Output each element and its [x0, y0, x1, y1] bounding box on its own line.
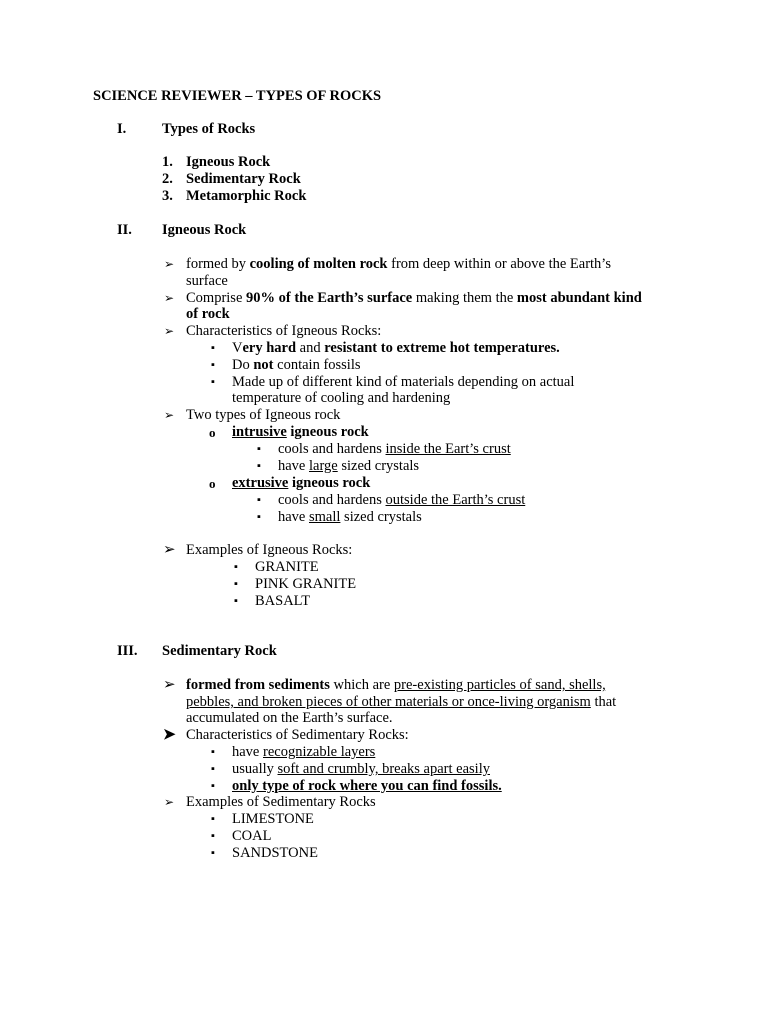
section-2-number: II.: [117, 222, 132, 238]
square-bullet-icon: ▪: [257, 460, 261, 472]
list-item-number: 2.: [162, 171, 173, 187]
intrusive-detail-2: have large sized crystals: [278, 458, 420, 474]
list-item-number: 1.: [162, 154, 173, 170]
extrusive-detail-2: have small sized crystals: [278, 509, 422, 525]
sedimentary-char-layers: have recognizable layers: [232, 744, 376, 760]
list-item: Sedimentary Rock: [186, 171, 301, 187]
square-bullet-icon: ▪: [234, 578, 238, 590]
square-bullet-icon: ▪: [211, 376, 215, 388]
circle-bullet-icon: o: [209, 476, 216, 491]
sedimentary-example: COAL: [232, 828, 272, 844]
igneous-abundance-line2: of rock: [186, 306, 230, 322]
intrusive-heading: intrusive igneous rock: [232, 424, 369, 440]
sedimentary-formation-line2: pebbles, and broken pieces of other materials or once-living organism that: [186, 694, 617, 710]
list-item-number: 3.: [162, 188, 173, 204]
arrow-bullet-icon: ➢: [163, 677, 176, 693]
igneous-char-hard: Very hard and resistant to extreme hot temperatures.: [232, 340, 560, 356]
list-item: Igneous Rock: [186, 154, 271, 170]
sedimentary-characteristics-heading: Characteristics of Sedimentary Rocks:: [186, 727, 409, 743]
arrow-bullet-icon: ➤: [163, 727, 176, 743]
circle-bullet-icon: o: [209, 425, 216, 440]
igneous-formation-line1: formed by cooling of molten rock from deep within or above the Earth’s: [186, 256, 611, 272]
igneous-char-fossils: Do not contain fossils: [232, 357, 361, 373]
square-bullet-icon: ▪: [234, 595, 238, 607]
igneous-formation-line2: surface: [186, 273, 228, 289]
square-bullet-icon: ▪: [211, 847, 215, 859]
square-bullet-icon: ▪: [257, 494, 261, 506]
section-1-heading: Types of Rocks: [162, 121, 256, 137]
igneous-abundance-line1: Comprise 90% of the Earth’s surface making them the most abundant kind: [186, 290, 642, 306]
sedimentary-example: LIMESTONE: [232, 811, 314, 827]
square-bullet-icon: ▪: [211, 763, 215, 775]
arrow-bullet-icon: ➢: [164, 408, 175, 422]
square-bullet-icon: ▪: [257, 443, 261, 455]
section-3-number: III.: [117, 643, 138, 659]
extrusive-detail-1: cools and hardens outside the Earth’s crust: [278, 492, 526, 508]
square-bullet-icon: ▪: [211, 780, 215, 792]
arrow-bullet-icon: ➢: [163, 542, 176, 558]
sedimentary-formation-line1: formed from sediments which are pre-existing particles of sand, shells,: [186, 677, 606, 693]
list-item: Metamorphic Rock: [186, 188, 307, 204]
section-1-number: I.: [117, 121, 127, 137]
sedimentary-char-soft: usually soft and crumbly, breaks apart easily: [232, 761, 490, 777]
arrow-bullet-icon: ➢: [164, 291, 175, 305]
igneous-char-materials-line2: temperature of cooling and hardening: [232, 390, 451, 406]
square-bullet-icon: ▪: [211, 813, 215, 825]
igneous-characteristics-heading: Characteristics of Igneous Rocks:: [186, 323, 382, 339]
igneous-types-heading: Two types of Igneous rock: [186, 407, 341, 423]
square-bullet-icon: ▪: [211, 746, 215, 758]
sedimentary-char-fossils: only type of rock where you can find fossils.: [232, 778, 502, 794]
intrusive-detail-1: cools and hardens inside the Eart’s crust: [278, 441, 511, 457]
square-bullet-icon: ▪: [211, 830, 215, 842]
section-2-heading: Igneous Rock: [162, 222, 247, 238]
igneous-example: PINK GRANITE: [255, 576, 357, 592]
square-bullet-icon: ▪: [211, 359, 215, 371]
sedimentary-formation-line3: accumulated on the Earth’s surface.: [186, 710, 393, 726]
arrow-bullet-icon: ➢: [164, 795, 175, 809]
arrow-bullet-icon: ➢: [164, 257, 175, 271]
extrusive-heading: extrusive igneous rock: [232, 475, 371, 491]
square-bullet-icon: ▪: [234, 561, 238, 573]
section-3-heading: Sedimentary Rock: [162, 643, 277, 659]
arrow-bullet-icon: ➢: [164, 324, 175, 338]
igneous-example: BASALT: [255, 593, 311, 609]
igneous-examples-heading: Examples of Igneous Rocks:: [186, 542, 353, 558]
square-bullet-icon: ▪: [211, 342, 215, 354]
square-bullet-icon: ▪: [257, 511, 261, 523]
document-title: SCIENCE REVIEWER – TYPES OF ROCKS: [93, 88, 382, 104]
sedimentary-examples-heading: Examples of Sedimentary Rocks: [186, 794, 376, 810]
igneous-char-materials-line1: Made up of different kind of materials depending on actual: [232, 374, 575, 390]
sedimentary-example: SANDSTONE: [232, 845, 318, 861]
igneous-example: GRANITE: [255, 559, 319, 575]
